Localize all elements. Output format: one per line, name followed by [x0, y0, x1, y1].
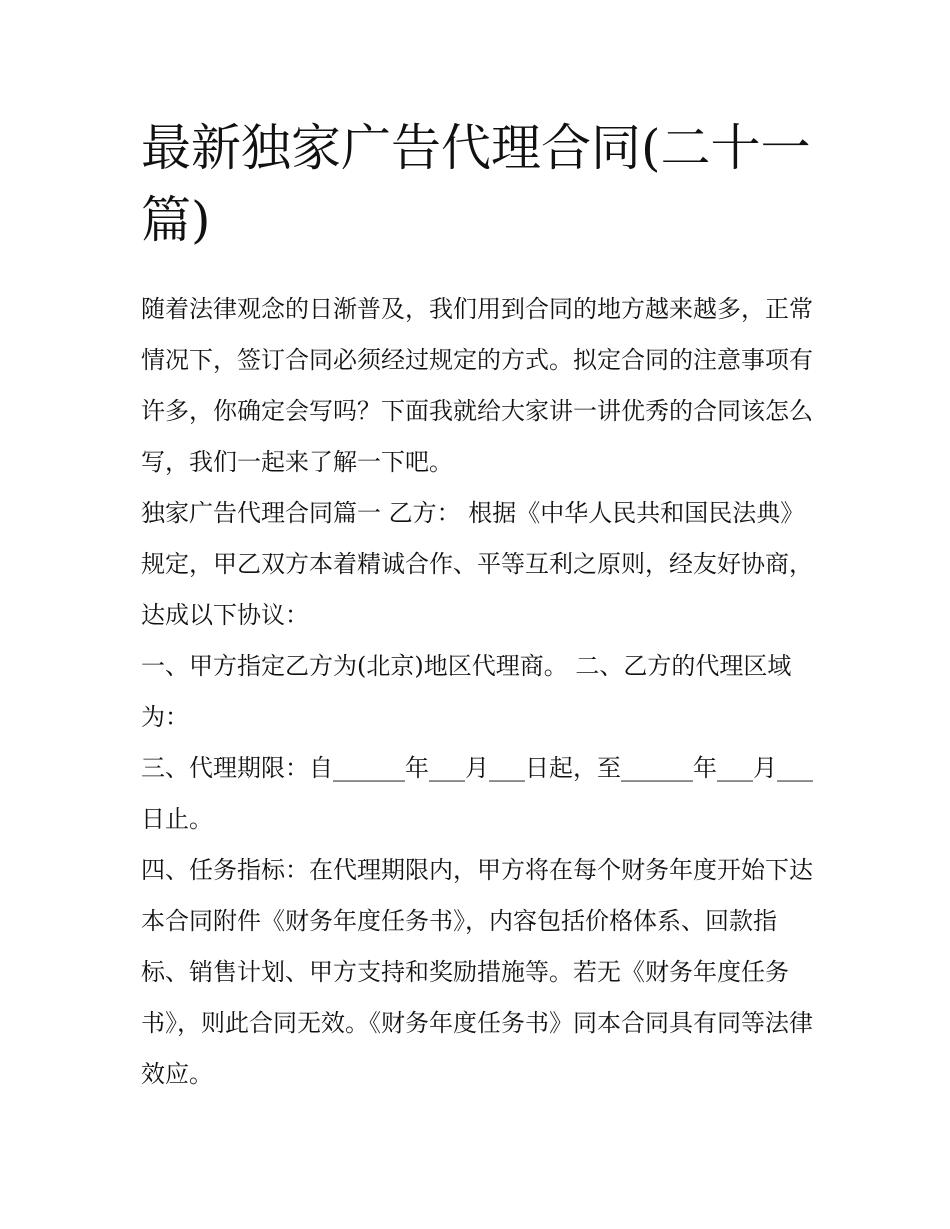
intro-paragraph: 随着法律观念的日渐普及，我们用到合同的地方越来越多，正常情况下，签订合同必须经过规定的方式。拟定合同的注意事项有许多，你确定会写吗？下面我就给大家讲一讲优秀的合同该怎么写，我们一起来了解一下吧。: [141, 295, 813, 476]
document-page: [141, 112, 813, 1100]
document-title: 最新独家广告代理合同(二十一篇): [141, 119, 811, 249]
clause-4-paragraph: 四、任务指标：在代理期限内，甲方将在每个财务年度开始下达本合同附件《财务年度任务书》，内容包括价格体系、回款指标、销售计划、甲方支持和奖励措施等。若无《财务年度任务书》，则此合同无效。《财务年度任务书》同本合同具有同等法律效应。: [141, 856, 813, 1088]
contract-preamble-paragraph: 独家广告代理合同篇一 乙方： 根据《中华人民共和国民法典》规定，甲乙双方本着精诚合作、平等互利之原则，经友好协商，达成以下协议：: [141, 499, 813, 629]
clause-1-2-paragraph: 一、甲方指定乙方为(北京)地区代理商。 二、乙方的代理区域为：: [141, 652, 792, 731]
clause-3-paragraph: 三、代理期限：自______年___月___日起，至______年___月___日止。: [141, 754, 813, 833]
